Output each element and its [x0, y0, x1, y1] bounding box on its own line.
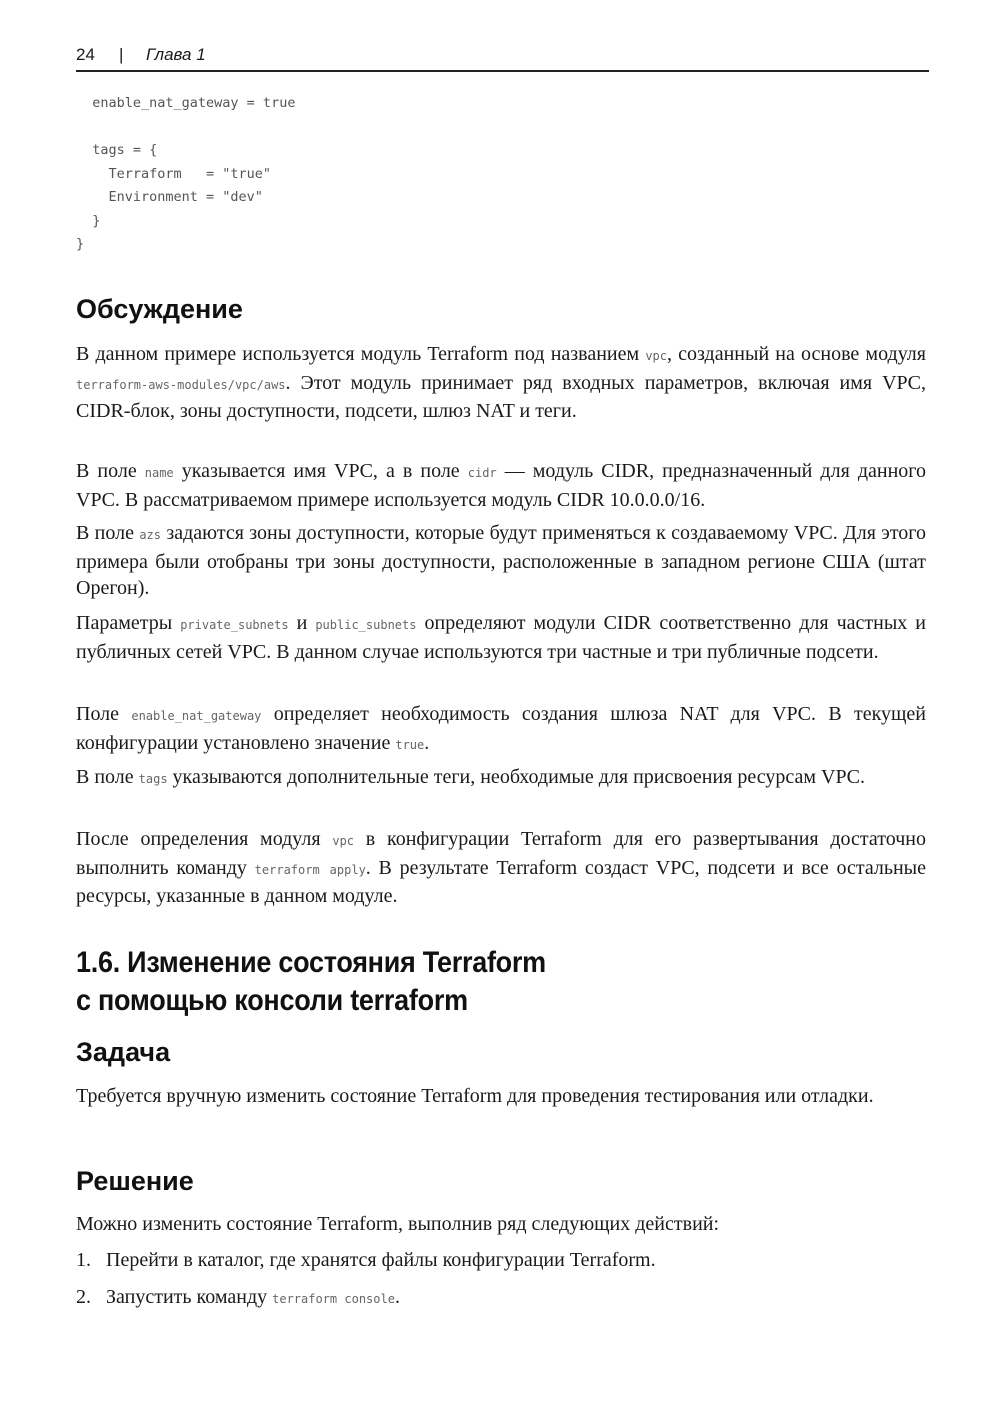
discussion-heading: Обсуждение: [76, 294, 243, 324]
chapter-title: Глава 1: [146, 45, 206, 64]
task-text: Требуется вручную изменить состояние Terraform для проведения тестирования или отладки.: [76, 1085, 874, 1107]
discussion-paragraph-5: Поле enable_nat_gateway определяет необходимость создания шлюза NAT для VPC. В текущей конфигурации установлено значение true.: [76, 703, 926, 754]
discussion-paragraph-1: В данном примере используется модуль Terraform под названием vpc, созданный на основе модуля terraform-aws-modules/vpc/aws. Этот модуль принимает ряд входных параметров, включая имя VPC, CIDR-блок, зоны доступности, подсети, шлюз NAT и теги.: [76, 343, 926, 422]
inline-code: public_subnets: [315, 618, 417, 632]
discussion-paragraph-6: В поле tags указываются дополнительные теги, необходимые для присвоения ресурсам VPC.: [76, 766, 865, 788]
inline-code: private_subnets: [180, 618, 289, 632]
inline-code: true: [395, 737, 425, 752]
section-heading: 1.6. Изменение состояния Terraform с помощью консоли terraform: [76, 946, 546, 1017]
inline-code: terraform console: [272, 1292, 395, 1306]
inline-code: name: [144, 466, 174, 480]
inline-code: vpc: [645, 349, 667, 363]
inline-code: enable_nat_gateway: [131, 709, 262, 723]
page-header: [76, 40, 929, 72]
discussion-paragraph-4: Параметры private_subnets и public_subnets определяют модули CIDR соответственно для частных и публичных сетей VPC. В данном случае используются три частные и три публичные подсети.: [76, 612, 927, 663]
inline-code: vpc: [332, 834, 355, 848]
page-number: 24: [76, 45, 95, 64]
discussion-paragraph-7: После определения модуля vpc в конфигурации Terraform для его развертывания достаточно выполнить команду terraform apply. В результате Terraform создаст VPC, подсети и все остальные ресурсы, указанные в данном модуле.: [76, 828, 926, 907]
inline-code: azs: [139, 528, 161, 542]
code-snippet: enable_nat_gateway = true tags = { Terraform = "true" Environment = "dev" } }: [76, 95, 296, 252]
header-separator: |: [119, 45, 124, 64]
solution-heading: Решение: [76, 1166, 194, 1196]
list-item: 1. Перейти в каталог, где хранятся файлы конфигурации Terraform.: [76, 1249, 656, 1271]
inline-code: cidr: [467, 466, 497, 480]
solution-intro: Можно изменить состояние Terraform, выполнив ряд следующих действий:: [76, 1213, 720, 1235]
task-heading: Задача: [76, 1037, 171, 1067]
discussion-paragraph-3: В поле azs задаются зоны доступности, которые будут применяться к создаваемому VPC. Для этого примера были отобраны три зоны доступности, расположенные в западном регионе США (штат Орегон).: [76, 522, 927, 599]
inline-code: terraform-aws-modules/vpc/aws: [76, 377, 286, 392]
inline-code: tags: [138, 772, 168, 786]
inline-code: terraform apply: [254, 862, 366, 877]
list-item: 2. Запустить команду terraform console.: [76, 1286, 400, 1308]
discussion-paragraph-2: В поле name указывается имя VPC, а в поле cidr — модуль CIDR, предназначенный для данного VPC. В рассматриваемом примере используется модуль CIDR 10.0.0.0/16.: [76, 460, 926, 511]
